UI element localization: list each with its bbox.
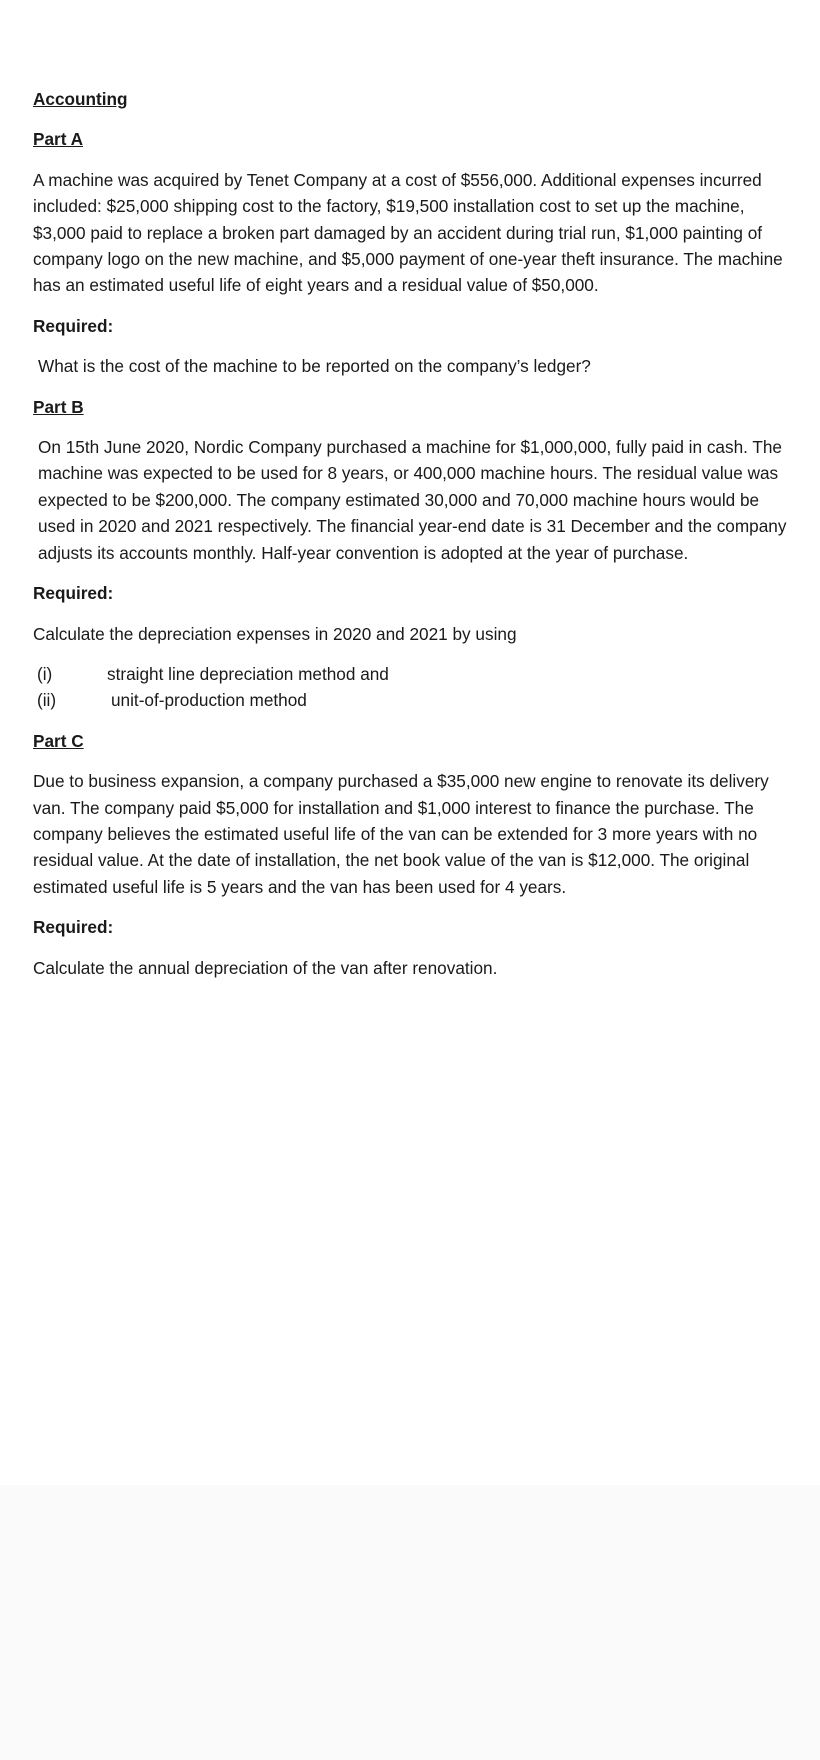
part-c-section (33, 728, 793, 981)
list-item-text: straight line depreciation method and (107, 663, 389, 684)
part-a-paragraph: A machine was acquired by Tenet Company at a cost of $556,000. Additional expenses incurred included: $25,000 shipping cost to the factory, $19,500 installation cost to set up the machine, $3,000 paid to replace a broken part damaged by an accident during trial run, $1,000 painting of company logo on the new machine, and $5,000 payment of one-year theft insurance. The machine has an estimated useful life of eight years and a residual value of $50,000. (33, 169, 783, 296)
part-b-required-label: Required: (33, 583, 114, 604)
part-a-required-label: Required: (33, 315, 114, 336)
part-b-heading: Part B (33, 396, 84, 417)
part-a-question: What is the cost of the machine to be reported on the company’s ledger? (38, 356, 591, 377)
part-b-section (33, 394, 793, 728)
part-b-method-list (33, 661, 793, 714)
document-title: Accounting (33, 89, 128, 109)
document-body (33, 86, 793, 981)
part-a-section (33, 126, 793, 393)
list-marker: (ii) (37, 690, 57, 711)
part-b-paragraph: On 15th June 2020, Nordic Company purchased a machine for $1,000,000, fully paid in cash. The machine was expected to be used for 8 years, or 400,000 machine hours. The residual value was expected to be $200,000. The company estimated 30,000 and 70,000 machine hours would be used in 2020 and 2021 respectively. The financial year-end date is 31 December and the company adjusts its accounts monthly. Half-year convention is adopted at the year of purchase. (38, 437, 787, 563)
part-c-heading: Part C (33, 730, 84, 751)
list-item-text: unit-of-production method (111, 690, 307, 711)
list-marker: (i) (37, 663, 53, 684)
part-a-heading: Part A (33, 129, 83, 150)
part-c-question: Calculate the annual depreciation of the van after renovation. (33, 957, 498, 978)
blank-bottom-area (0, 1485, 820, 1760)
part-b-question: Calculate the depreciation expenses in 2020 and 2021 by using (33, 623, 517, 644)
part-c-paragraph: Due to business expansion, a company purchased a $35,000 new engine to renovate its delivery van. The company paid $5,000 for installation and $1,000 interest to finance the purchase. The company believes the estimated useful life of the van can be extended for 3 more years with no residual value. At the date of installation, the net book value of the van is $12,000. The original estimated useful life is 5 years and the van has been used for 4 years. (33, 771, 769, 897)
list-item (33, 687, 793, 713)
list-item (33, 661, 793, 687)
part-c-required-label: Required: (33, 917, 114, 938)
